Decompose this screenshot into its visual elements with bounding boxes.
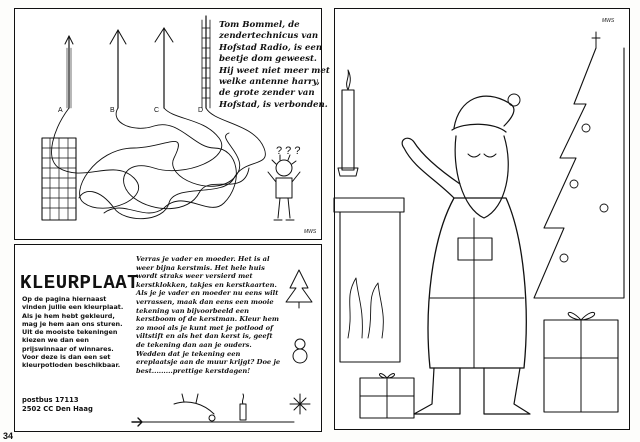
antenna-label-d: D <box>198 107 204 114</box>
svg-text:MWS: MWS <box>304 229 317 235</box>
antenna-label-b: B <box>110 107 115 114</box>
christmas-doodles <box>14 244 320 430</box>
santa-coloring-illustration <box>334 8 628 428</box>
letter-text: Verras je vader en moeder. Het is al weer bijna kerstmis. Het hele huis wordt straks weer versierd met kerstklokken, takjes en kerstkaarten. Als je je vader en moeder nu eens wilt verrassen, maak dan eens een mooie tekening van bijvoorbeeld een kerstboom of de kerstman. Kleur hem zo mooi als je kunt met je potlood of viltstift en als het dan kerst is, geeft de tekening dan aan je ouders. Wedden dat je tekening een ereplaatsje aan de muur krijgt? Doe je best.........prettige kerstdagen! <box>136 255 281 375</box>
right-page <box>334 8 630 428</box>
kleurplaat-body: Op de pagina hiernaast vinden jullie een kleurplaat. Als je hem hebt gekleurd, mag je hem aan ons sturen. Uit de mooiste tekeningen kiezen we dan een prijswinnaar of winnares. Voor deze is dan een set kleurpotloden beschikbaar. <box>22 295 124 370</box>
address-line-2: 2502 CC Den Haag <box>22 404 93 413</box>
left-page <box>3 8 330 441</box>
address-line-1: postbus 17113 <box>22 396 79 404</box>
page-number: 34 <box>3 431 14 441</box>
puzzle-text: Tom Bommel, de zendertechnicus van Hofstad Radio, is een beetje dom geweest. Hij weet niet meer met welke antenne harry, de grote zender van Hofstad, is verbonden. <box>219 20 330 110</box>
antenna-label-a: A <box>58 107 63 114</box>
question-marks: ? ? ? <box>276 145 301 157</box>
kleurplaat-title: KLEURPLAAT <box>20 272 140 294</box>
antenna-label-c: C <box>154 107 160 114</box>
svg-text:MWS: MWS <box>602 18 615 24</box>
